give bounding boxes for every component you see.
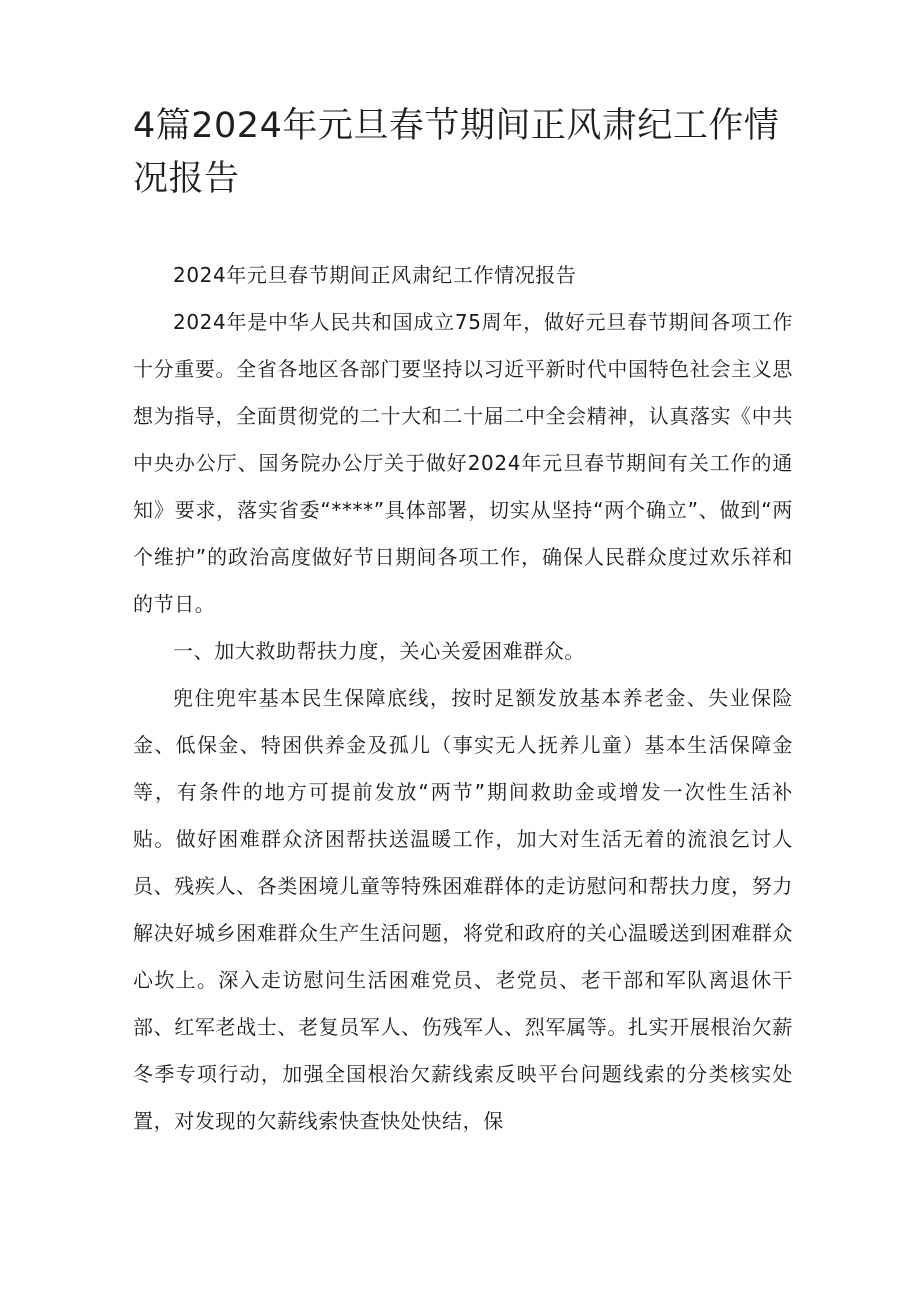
document-title: 4篇2024年元旦春节期间正风肃纪工作情况报告 (133, 106, 780, 199)
report-subtitle: 2024年元旦春节期间正风肃纪工作情况报告 (173, 263, 577, 287)
document-body (133, 252, 793, 1145)
paragraph-intro: 2024年是中华人民共和国成立75周年，做好元旦春节期间各项工作十分重要。全省各地区各部门要坚持以习近平新时代中国特色社会主义思想为指导，全面贯彻党的二十大和二十届二中全会精神，认真落实《中共中央办公厅、国务院办公厅关于做好2024年元旦春节期间有关工作的通知》要求，落实省委“****”具体部署，切实从坚持“两个确立”、做到“两个维护”的政治高度做好节日期间各项工作，确保人民群众度过欢乐祥和的节日。 (133, 310, 793, 616)
paragraph-section-1: 兜住兜牢基本民生保障底线，按时足额发放基本养老金、失业保险金、低保金、特困供养金及孤儿（事实无人抚养儿童）基本生活保障金等，有条件的地方可提前发放“两节”期间救助金或增发一次性生活补贴。做好困难群众济困帮扶送温暖工作，加大对生活无着的流浪乞讨人员、残疾人、各类困境儿童等特殊困难群体的走访慰问和帮扶力度，努力解决好城乡困难群众生产生活问题，将党和政府的关心温暖送到困难群众心坎上。深入走访慰问生活困难党员、老党员、老干部和军队离退休干部、红军老战士、老复员军人、伤残军人、烈军属等。扎实开展根治欠薪冬季专项行动，加强全国根治欠薪线索反映平台问题线索的分类核实处置，对发现的欠薪线索快查快处快结，保 (133, 686, 793, 1133)
section-heading-1: 一、加大救助帮扶力度，关心关爱困难群众。 (173, 639, 585, 663)
